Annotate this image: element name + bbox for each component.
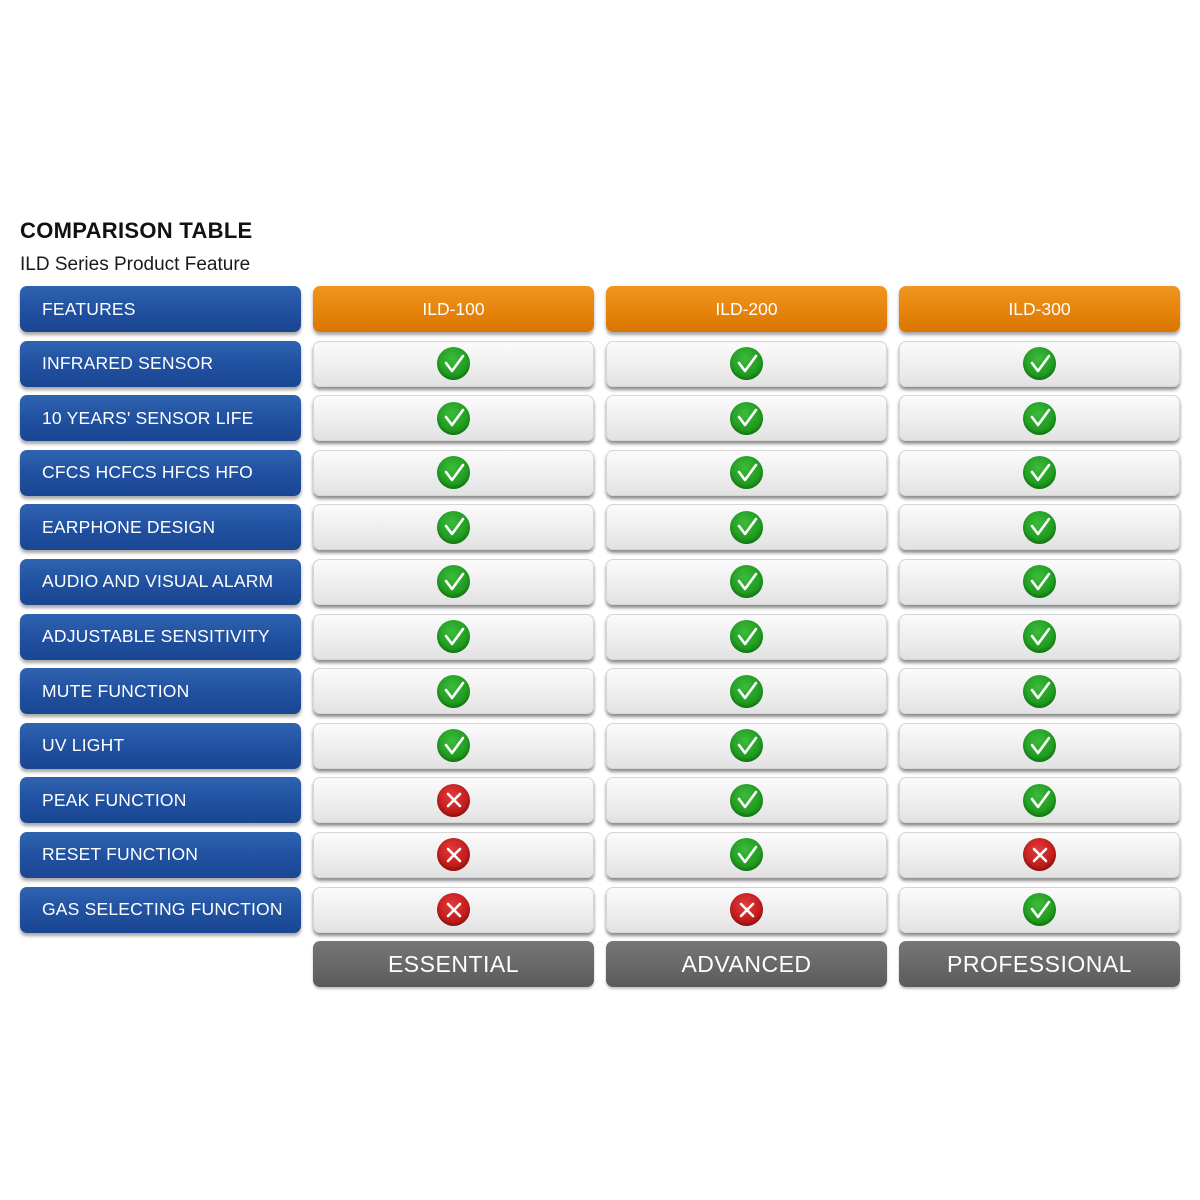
feature-label: GAS SELECTING FUNCTION bbox=[20, 887, 301, 933]
model-header-ild-300: ILD-300 bbox=[899, 286, 1180, 332]
feature-cell-ild-100 bbox=[313, 668, 594, 714]
feature-cell-ild-200 bbox=[606, 450, 887, 496]
feature-label: ADJUSTABLE SENSITIVITY bbox=[20, 614, 301, 660]
tier-advanced: ADVANCED bbox=[606, 941, 887, 987]
feature-row bbox=[20, 450, 1181, 497]
tier-row-spacer bbox=[20, 941, 301, 987]
feature-label: RESET FUNCTION bbox=[20, 832, 301, 878]
feature-row bbox=[20, 668, 1181, 715]
feature-cell-ild-300 bbox=[899, 504, 1180, 550]
feature-rows bbox=[20, 341, 1181, 934]
header-row bbox=[20, 286, 1181, 333]
feature-cell-ild-200 bbox=[606, 668, 887, 714]
feature-cell-ild-300 bbox=[899, 450, 1180, 496]
feature-label: EARPHONE DESIGN bbox=[20, 504, 301, 550]
feature-cell-ild-300 bbox=[899, 614, 1180, 660]
check-icon bbox=[730, 456, 763, 489]
feature-cell-ild-100 bbox=[313, 887, 594, 933]
feature-row bbox=[20, 341, 1181, 388]
feature-row bbox=[20, 777, 1181, 824]
feature-cell-ild-300 bbox=[899, 777, 1180, 823]
tier-essential: ESSENTIAL bbox=[313, 941, 594, 987]
model-header-ild-100: ILD-100 bbox=[313, 286, 594, 332]
cross-icon bbox=[730, 893, 763, 926]
feature-row bbox=[20, 832, 1181, 879]
check-icon bbox=[437, 729, 470, 762]
feature-label: PEAK FUNCTION bbox=[20, 777, 301, 823]
check-icon bbox=[1023, 402, 1056, 435]
cross-icon bbox=[437, 893, 470, 926]
check-icon bbox=[437, 347, 470, 380]
check-icon bbox=[437, 675, 470, 708]
check-icon bbox=[730, 784, 763, 817]
check-icon bbox=[1023, 893, 1056, 926]
check-icon bbox=[437, 511, 470, 544]
feature-cell-ild-100 bbox=[313, 504, 594, 550]
feature-cell-ild-200 bbox=[606, 341, 887, 387]
feature-label: MUTE FUNCTION bbox=[20, 668, 301, 714]
feature-cell-ild-100 bbox=[313, 341, 594, 387]
features-header: FEATURES bbox=[20, 286, 301, 332]
feature-cell-ild-200 bbox=[606, 559, 887, 605]
feature-label: 10 YEARS' SENSOR LIFE bbox=[20, 395, 301, 441]
feature-cell-ild-100 bbox=[313, 723, 594, 769]
feature-cell-ild-200 bbox=[606, 395, 887, 441]
model-header-ild-200: ILD-200 bbox=[606, 286, 887, 332]
check-icon bbox=[730, 620, 763, 653]
feature-row bbox=[20, 504, 1181, 551]
feature-cell-ild-200 bbox=[606, 777, 887, 823]
feature-cell-ild-300 bbox=[899, 559, 1180, 605]
check-icon bbox=[1023, 729, 1056, 762]
check-icon bbox=[730, 402, 763, 435]
feature-row bbox=[20, 395, 1181, 442]
cross-icon bbox=[1023, 838, 1056, 871]
comparison-table bbox=[20, 286, 1181, 987]
check-icon bbox=[1023, 675, 1056, 708]
feature-cell-ild-100 bbox=[313, 559, 594, 605]
feature-cell-ild-200 bbox=[606, 887, 887, 933]
feature-cell-ild-100 bbox=[313, 450, 594, 496]
feature-cell-ild-100 bbox=[313, 395, 594, 441]
check-icon bbox=[730, 729, 763, 762]
check-icon bbox=[730, 347, 763, 380]
page-subtitle: ILD Series Product Feature bbox=[20, 254, 251, 275]
check-icon bbox=[437, 402, 470, 435]
feature-cell-ild-300 bbox=[899, 887, 1180, 933]
feature-label: UV LIGHT bbox=[20, 723, 301, 769]
feature-cell-ild-300 bbox=[899, 341, 1180, 387]
feature-cell-ild-100 bbox=[313, 777, 594, 823]
check-icon bbox=[437, 565, 470, 598]
feature-cell-ild-200 bbox=[606, 723, 887, 769]
feature-cell-ild-300 bbox=[899, 395, 1180, 441]
check-icon bbox=[437, 456, 470, 489]
cross-icon bbox=[437, 784, 470, 817]
check-icon bbox=[730, 675, 763, 708]
feature-cell-ild-200 bbox=[606, 504, 887, 550]
feature-row bbox=[20, 887, 1181, 934]
feature-row bbox=[20, 614, 1181, 661]
feature-cell-ild-300 bbox=[899, 668, 1180, 714]
check-icon bbox=[1023, 456, 1056, 489]
feature-cell-ild-200 bbox=[606, 832, 887, 878]
feature-cell-ild-100 bbox=[313, 614, 594, 660]
check-icon bbox=[1023, 511, 1056, 544]
check-icon bbox=[1023, 347, 1056, 380]
page-title: COMPARISON TABLE bbox=[20, 218, 253, 243]
tier-professional: PROFESSIONAL bbox=[899, 941, 1180, 987]
feature-label: CFCS HCFCS HFCS HFO bbox=[20, 450, 301, 496]
tier-row bbox=[20, 941, 1181, 987]
feature-cell-ild-200 bbox=[606, 614, 887, 660]
check-icon bbox=[437, 620, 470, 653]
feature-cell-ild-100 bbox=[313, 832, 594, 878]
check-icon bbox=[730, 565, 763, 598]
feature-row bbox=[20, 723, 1181, 770]
feature-row bbox=[20, 559, 1181, 606]
feature-label: AUDIO AND VISUAL ALARM bbox=[20, 559, 301, 605]
feature-cell-ild-300 bbox=[899, 832, 1180, 878]
check-icon bbox=[1023, 565, 1056, 598]
check-icon bbox=[730, 838, 763, 871]
check-icon bbox=[730, 511, 763, 544]
check-icon bbox=[1023, 620, 1056, 653]
feature-label: INFRARED SENSOR bbox=[20, 341, 301, 387]
cross-icon bbox=[437, 838, 470, 871]
check-icon bbox=[1023, 784, 1056, 817]
feature-cell-ild-300 bbox=[899, 723, 1180, 769]
